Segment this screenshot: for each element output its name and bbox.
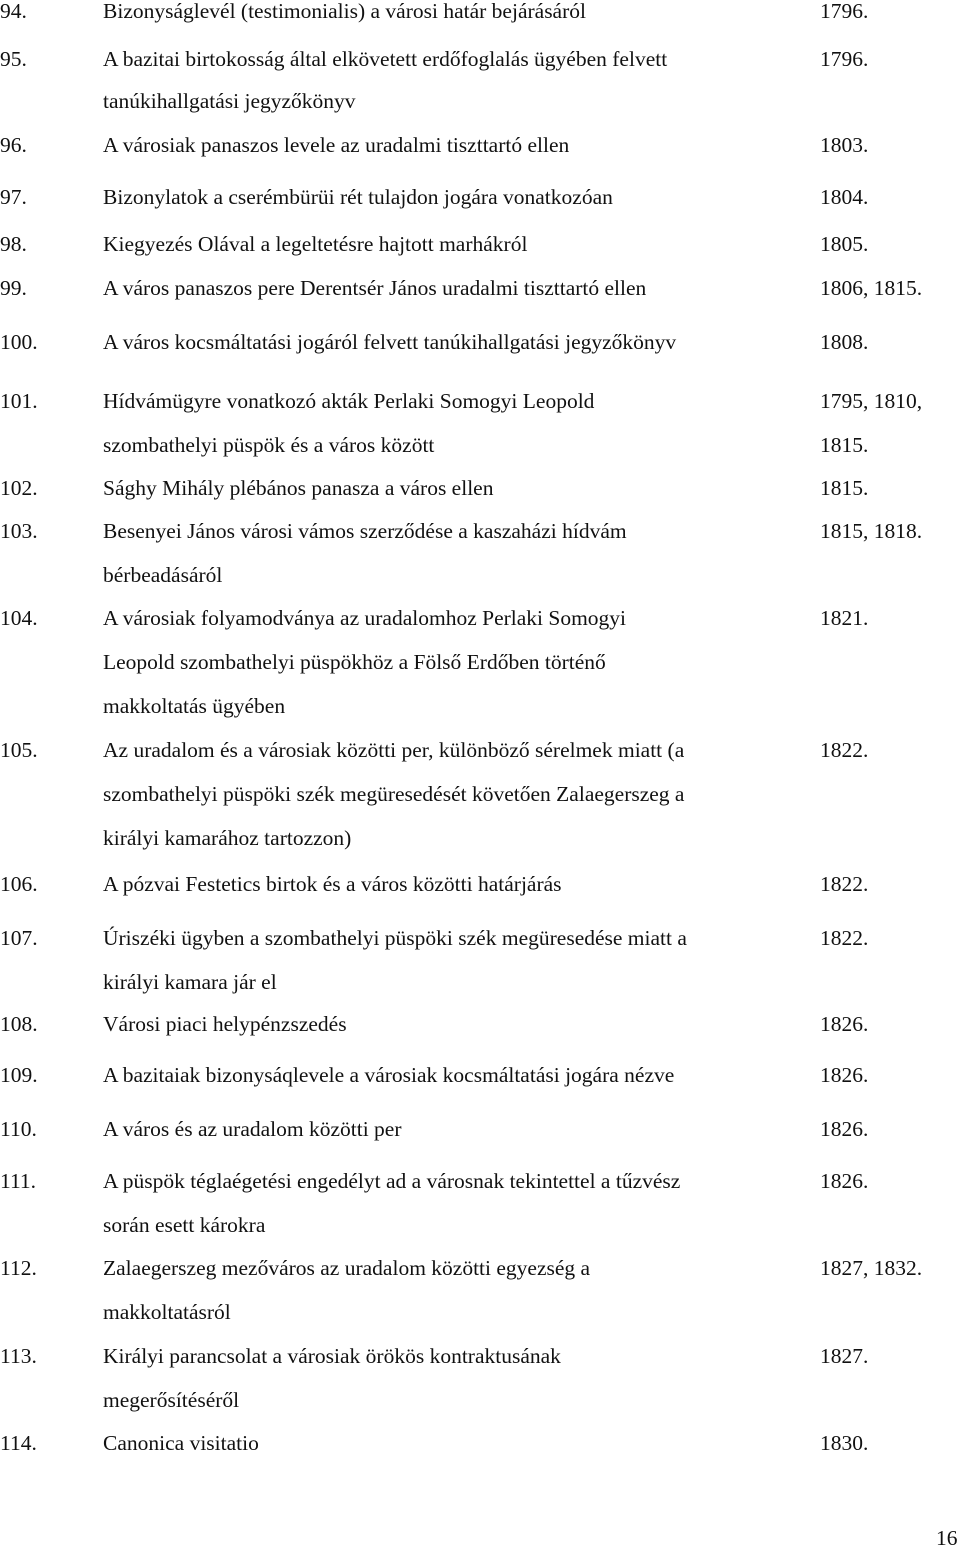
description-line: Városi piaci helypénzszedés	[103, 1012, 347, 1036]
item-date	[820, 134, 960, 178]
item-description	[103, 520, 808, 608]
item-description	[103, 186, 808, 230]
page-number: 16	[936, 1526, 958, 1550]
description-line: Sághy Mihály plébános panasza a város ellen	[103, 476, 494, 500]
item-date	[820, 607, 960, 651]
date-line: 1826.	[820, 1063, 869, 1087]
item-date	[820, 873, 960, 917]
item-number: 108.	[0, 1012, 38, 1036]
item-description	[103, 1257, 808, 1345]
description-line: A püspök téglaégetési engedélyt ad a városnak tekintettel a tűzvész	[103, 1169, 681, 1193]
date-line: 1821.	[820, 606, 869, 630]
description-line: Hídvámügyre vonatkozó akták Perlaki Somogyi Leopold	[103, 389, 595, 413]
description-line: Úriszéki ügyben a szombathelyi püspöki szék megüresedése miatt a	[103, 926, 687, 950]
date-line: 1830.	[820, 1431, 869, 1455]
item-number: 96.	[0, 133, 27, 157]
description-line: királyi kamara jár el	[103, 970, 277, 994]
item-description	[103, 390, 808, 478]
description-line: A város és az uradalom közötti per	[103, 1117, 402, 1141]
item-number: 111.	[0, 1169, 37, 1193]
item-date	[820, 477, 960, 521]
item-description	[103, 739, 808, 871]
item-date	[820, 1013, 960, 1057]
date-line: 1827, 1832.	[820, 1256, 923, 1280]
date-line: 1826.	[820, 1012, 869, 1036]
description-line: Bizonyságlevél (testimonialis) a városi határ bejárásáról	[103, 0, 586, 23]
description-line: A város kocsmáltatási jogáról felvett tanúkihallgatási jegyzőkönyv	[103, 330, 677, 354]
item-date	[820, 1064, 960, 1108]
description-line: makkoltatásról	[103, 1300, 231, 1324]
item-number: 98.	[0, 232, 27, 256]
description-line: A bazitai birtokosság által elkövetett erdőfoglalás ügyében felvett	[103, 47, 668, 71]
description-line: szombathelyi püspök és a város között	[103, 433, 435, 457]
date-line: 1803.	[820, 133, 869, 157]
item-description	[103, 1118, 808, 1162]
item-date	[820, 520, 960, 564]
date-line: 1806, 1815.	[820, 276, 923, 300]
item-description	[103, 277, 808, 321]
date-line: 1826.	[820, 1169, 869, 1193]
description-line: Bizonylatok a cserémbürüi rét tulajdon jogára vonatkozóan	[103, 185, 613, 209]
item-number: 109.	[0, 1063, 38, 1087]
description-line: Királyi parancsolat a városiak örökös kontraktusának	[103, 1344, 561, 1368]
item-date	[820, 1432, 960, 1476]
item-date	[820, 0, 960, 44]
description-line: A város panaszos pere Derentsér János uradalmi tiszttartó ellen	[103, 276, 647, 300]
description-line: során esett károkra	[103, 1213, 266, 1237]
item-number: 102.	[0, 476, 38, 500]
item-date	[820, 390, 960, 478]
description-line: A városiak folyamodványa az uradalomhoz Perlaki Somogyi	[103, 606, 627, 630]
item-description	[103, 331, 808, 375]
item-number: 99.	[0, 276, 27, 300]
item-date	[820, 277, 960, 321]
description-line: makkoltatás ügyében	[103, 694, 286, 718]
description-line: Kiegyezés Olával a legeltetésre hajtott marhákról	[103, 232, 528, 256]
item-number: 101.	[0, 389, 38, 413]
date-line: 1804.	[820, 185, 869, 209]
description-line: A pózvai Festetics birtok és a város közötti határjárás	[103, 872, 562, 896]
item-description	[103, 1432, 808, 1476]
item-date	[820, 927, 960, 971]
item-description	[103, 0, 808, 44]
date-line: 1795, 1810,	[820, 389, 923, 413]
date-line: 1815.	[820, 433, 869, 457]
description-line: A bazitaiak bizonysáqlevele a városiak kocsmáltatási jogára nézve	[103, 1063, 675, 1087]
item-date	[820, 186, 960, 230]
date-line: 1796.	[820, 0, 869, 23]
item-number: 106.	[0, 872, 38, 896]
description-line: tanúkihallgatási jegyzőkönyv	[103, 89, 356, 113]
item-number: 110.	[0, 1117, 37, 1141]
item-number: 103.	[0, 519, 38, 543]
item-date	[820, 331, 960, 375]
description-line: Besenyei János városi vámos szerződése a kaszaházi hídvám	[103, 519, 627, 543]
item-description	[103, 873, 808, 917]
date-line: 1815, 1818.	[820, 519, 923, 543]
date-line: 1815.	[820, 476, 869, 500]
item-description	[103, 477, 808, 521]
item-number: 114.	[0, 1431, 37, 1455]
description-line: Leopold szombathelyi püspökhöz a Fölső Erdőben történő	[103, 650, 606, 674]
item-description	[103, 1170, 808, 1258]
description-line: Zalaegerszeg mezőváros az uradalom közötti egyezség a	[103, 1256, 591, 1280]
date-line: 1808.	[820, 330, 869, 354]
item-date	[820, 1345, 960, 1389]
description-line: A városiak panaszos levele az uradalmi tiszttartó ellen	[103, 133, 570, 157]
date-line: 1826.	[820, 1117, 869, 1141]
item-description	[103, 927, 808, 1015]
item-description	[103, 1345, 808, 1433]
date-line: 1827.	[820, 1344, 869, 1368]
date-line: 1796.	[820, 47, 869, 71]
item-number: 97.	[0, 185, 27, 209]
date-line: 1822.	[820, 872, 869, 896]
description-line: szombathelyi püspöki szék megüresedését követően Zalaegerszeg a	[103, 782, 685, 806]
item-number: 107.	[0, 926, 38, 950]
description-line: királyi kamarához tartozzon)	[103, 826, 352, 850]
item-description	[103, 233, 808, 277]
item-number: 95.	[0, 47, 27, 71]
item-number: 112.	[0, 1256, 37, 1280]
item-number: 104.	[0, 606, 38, 630]
item-number: 113.	[0, 1344, 37, 1368]
description-line: Canonica visitatio	[103, 1431, 259, 1455]
date-line: 1805.	[820, 232, 869, 256]
date-line: 1822.	[820, 738, 869, 762]
item-description	[103, 48, 808, 134]
item-description	[103, 1013, 808, 1057]
item-date	[820, 48, 960, 92]
item-date	[820, 739, 960, 783]
item-date	[820, 1257, 960, 1301]
item-date	[820, 233, 960, 277]
description-line: megerősítéséről	[103, 1388, 240, 1412]
item-description	[103, 1064, 808, 1108]
item-date	[820, 1118, 960, 1162]
item-description	[103, 607, 808, 739]
date-line: 1822.	[820, 926, 869, 950]
item-number: 94.	[0, 0, 27, 23]
item-number: 105.	[0, 738, 38, 762]
item-number: 100.	[0, 330, 38, 354]
description-line: bérbeadásáról	[103, 563, 223, 587]
item-description	[103, 134, 808, 178]
item-date	[820, 1170, 960, 1214]
description-line: Az uradalom és a városiak közötti per, különböző sérelmek miatt (a	[103, 738, 685, 762]
